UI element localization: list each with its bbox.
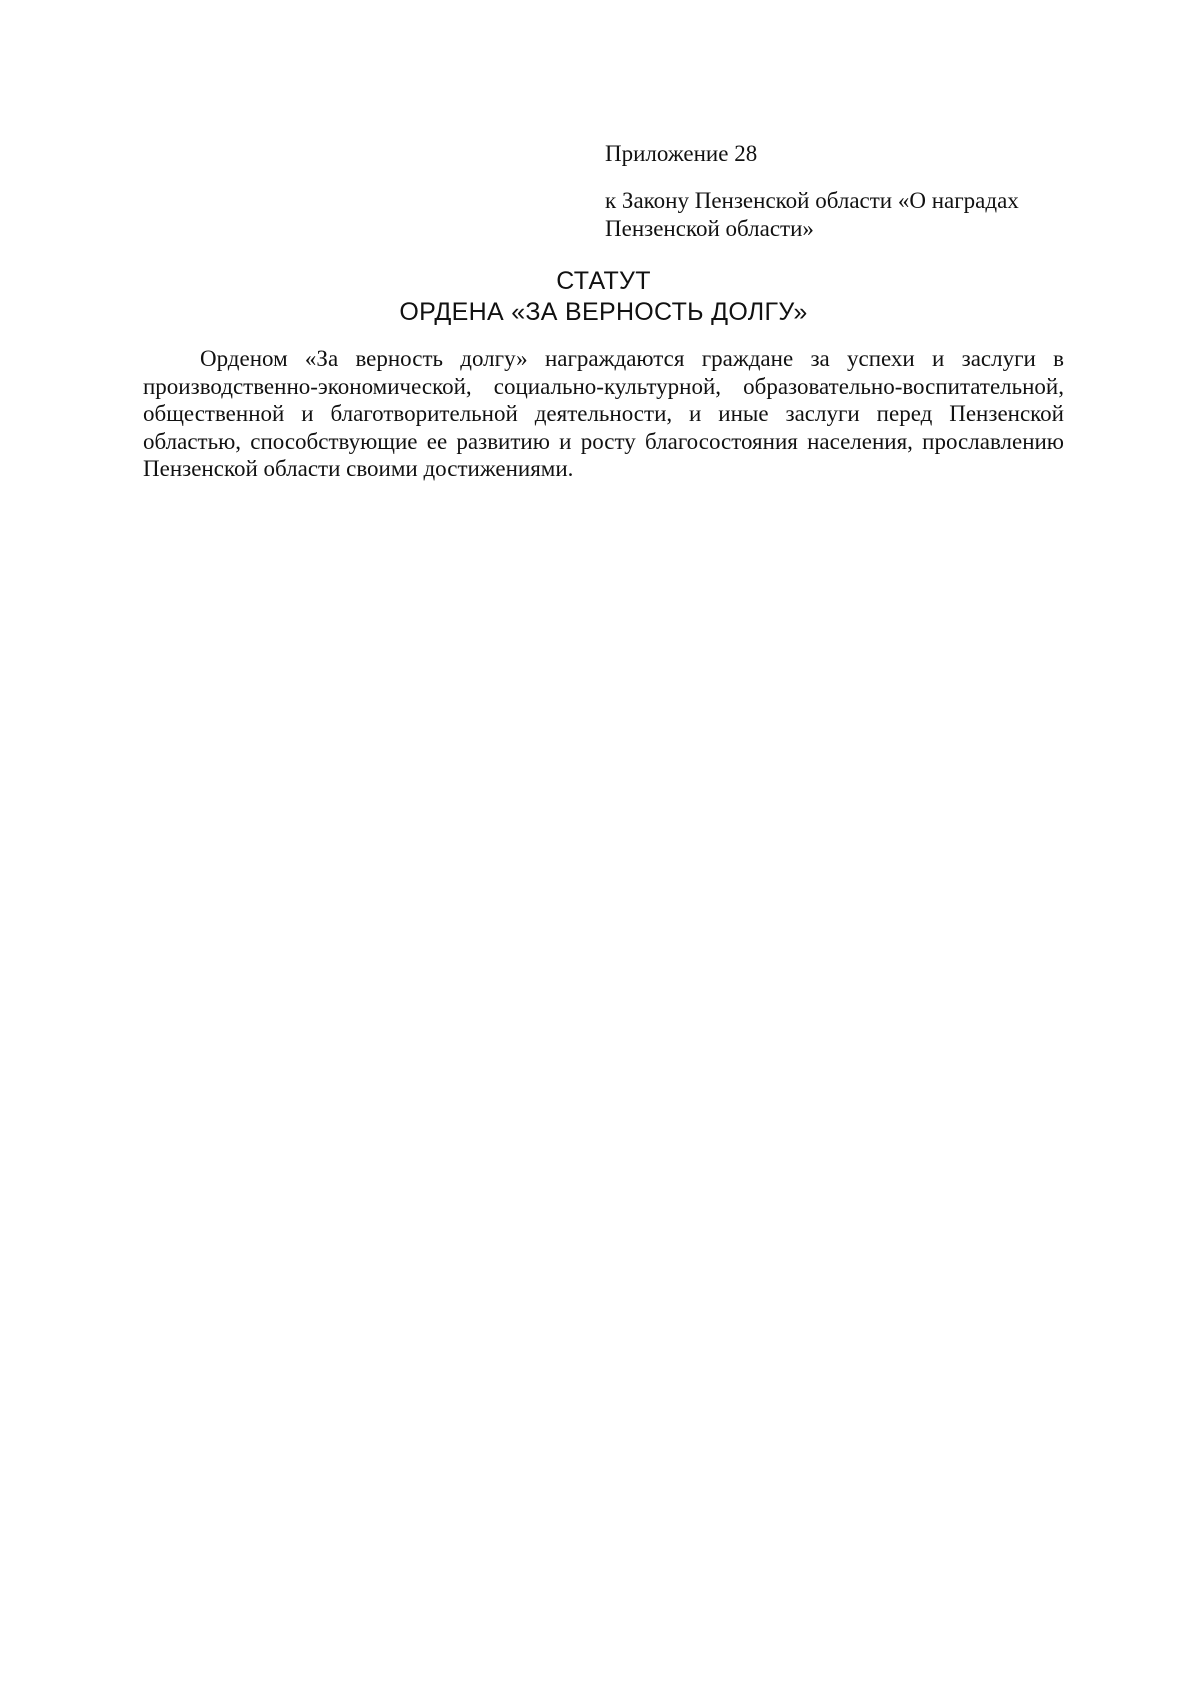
document-title [143,266,1064,328]
appendix-number: Приложение 28 [605,141,758,166]
title-line1: СТАТУТ [556,267,651,295]
body-paragraph: Орденом «За верность долгу» награждаются граждане за успехи и заслуги в производственно-экономической, социально-культурной, образовательно-воспитательной, общественной и благотворительной деятельности, и иные заслуги перед Пензенской областью, способствующие ее развитию и росту благосостояния населения, прославлению Пензенской области своими достижениями. [143,346,1064,482]
title-line2: ОРДЕНА «ЗА ВЕРНОСТЬ ДОЛГУ» [399,298,808,326]
law-reference-line1: к Закону Пензенской области «О наградах [605,188,1019,213]
appendix-header [605,139,1019,243]
law-reference-line2: Пензенской области» [605,216,814,241]
law-reference [605,187,1019,243]
